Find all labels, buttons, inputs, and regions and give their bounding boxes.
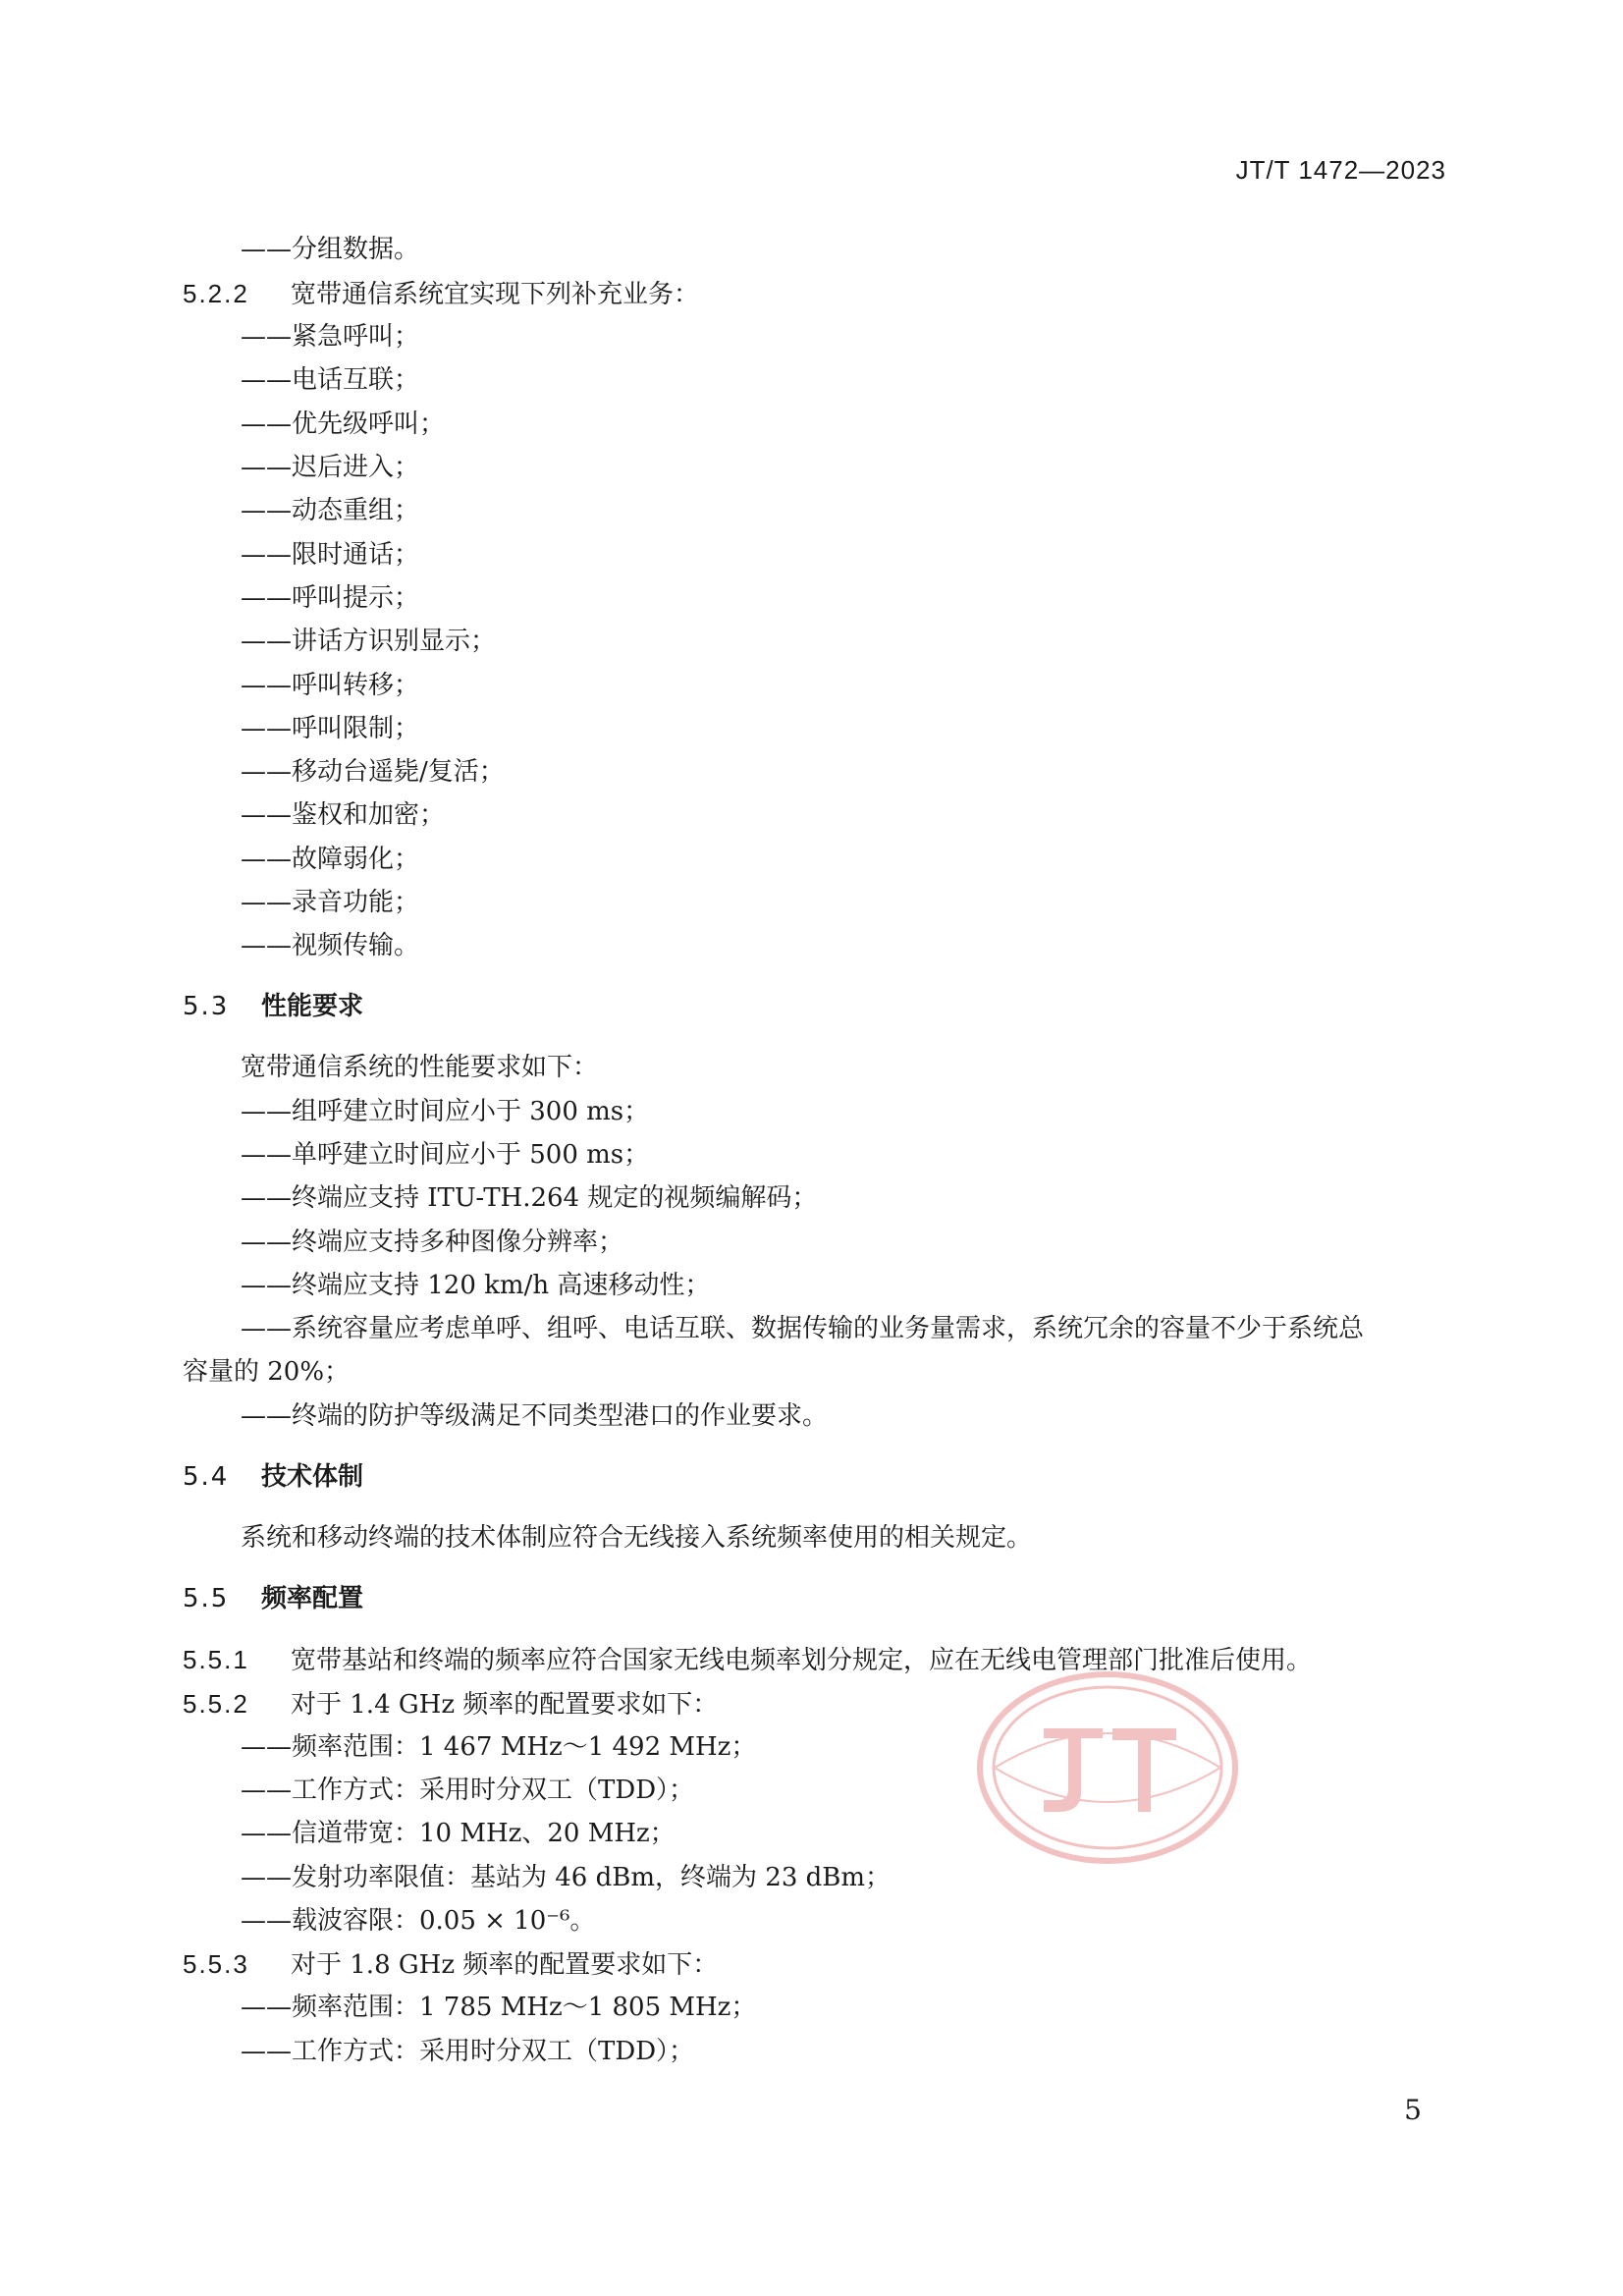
text-line: ——迟后进入；: [241, 453, 420, 482]
section-number: 5.4: [183, 1462, 230, 1492]
text-line: ——单呼建立时间应小于 500 ms；: [241, 1140, 650, 1170]
text-line: ——系统容量应考虑单呼、组呼、电话互联、数据传输的业务量需求，系统冗余的容量不少于系统总: [241, 1314, 1365, 1343]
text-line: ——分组数据。: [241, 235, 420, 264]
numbered-clause: [183, 1682, 718, 1725]
text-line: ——频率范围：1 785 MHz～1 805 MHz；: [241, 1993, 757, 2022]
text-line: ——故障弱化；: [241, 845, 420, 874]
text-line: ——工作方式：采用时分双工（TDD）；: [241, 2037, 695, 2066]
text-line: ——工作方式：采用时分双工（TDD）；: [241, 1776, 695, 1805]
clause-text: 对于 1.4 GHz 频率的配置要求如下：: [291, 1690, 719, 1720]
text-line: ——终端应支持 ITU-TH.264 规定的视频编解码；: [241, 1183, 818, 1213]
clause-number: 5.5.1: [183, 1645, 249, 1674]
text-line: ——终端的防护等级满足不同类型港口的作业要求。: [241, 1401, 829, 1431]
section-title: 性能要求: [261, 992, 364, 1021]
text-line: ——录音功能；: [241, 888, 420, 917]
text-line: ——视频传输。: [241, 931, 420, 960]
clause-text: 宽带通信系统宜实现下列补充业务：: [291, 280, 700, 309]
clause-number: 5.2.2: [183, 279, 249, 308]
clause-number: 5.5.3: [183, 1949, 249, 1979]
section-number: 5.5: [183, 1584, 230, 1613]
continuation-line: 容量的 20%；: [183, 1357, 351, 1387]
section-heading: [183, 1577, 363, 1620]
text-line: ——优先级呼叫；: [241, 410, 446, 439]
text-line: ——紧急呼叫；: [241, 322, 420, 352]
clause-number: 5.5.2: [183, 1689, 249, 1719]
text-line: ——呼叫转移；: [241, 671, 420, 700]
text-line: ——电话互联；: [241, 365, 420, 395]
text-line: 系统和移动终端的技术体制应符合无线接入系统频率使用的相关规定。: [241, 1523, 1033, 1553]
numbered-clause: [183, 1942, 718, 1986]
clause-text: 宽带基站和终端的频率应符合国家无线电频率划分规定，应在无线电管理部门批准后使用。: [291, 1646, 1313, 1675]
section-heading: [183, 1455, 363, 1499]
text-line: ——频率范围：1 467 MHz～1 492 MHz；: [241, 1732, 757, 1762]
text-line: ——限时通话；: [241, 540, 420, 570]
text-line: ——移动台遥毙/复活；: [241, 757, 505, 787]
text-line: ——载波容限：0.05 × 10⁻⁶。: [241, 1906, 596, 1936]
section-number: 5.3: [183, 992, 230, 1021]
clause-text: 对于 1.8 GHz 频率的配置要求如下：: [291, 1950, 719, 1980]
text-line: ——发射功率限值：基站为 46 dBm，终端为 23 dBm；: [241, 1863, 892, 1892]
section-title: 频率配置: [261, 1584, 364, 1613]
text-line: ——信道带宽：10 MHz、20 MHz；: [241, 1819, 676, 1848]
section-title: 技术体制: [261, 1462, 364, 1492]
text-line: ——呼叫提示；: [241, 583, 420, 613]
text-line: 宽带通信系统的性能要求如下：: [241, 1053, 599, 1082]
page-number: 5: [1404, 2094, 1422, 2126]
section-heading: [183, 985, 363, 1028]
text-line: ——动态重组；: [241, 496, 420, 525]
document-header: JT/T 1472—2023: [1235, 155, 1446, 185]
text-line: ——组呼建立时间应小于 300 ms；: [241, 1097, 650, 1126]
text-line: ——鉴权和加密；: [241, 800, 446, 830]
jt-logo-stamp: [975, 1669, 1240, 1866]
numbered-clause: [183, 272, 699, 315]
text-line: ——终端应支持 120 km/h 高速移动性；: [241, 1271, 711, 1300]
text-line: ——呼叫限制；: [241, 714, 420, 743]
text-line: ——讲话方识别显示；: [241, 627, 497, 656]
text-line: ——终端应支持多种图像分辨率；: [241, 1228, 624, 1257]
